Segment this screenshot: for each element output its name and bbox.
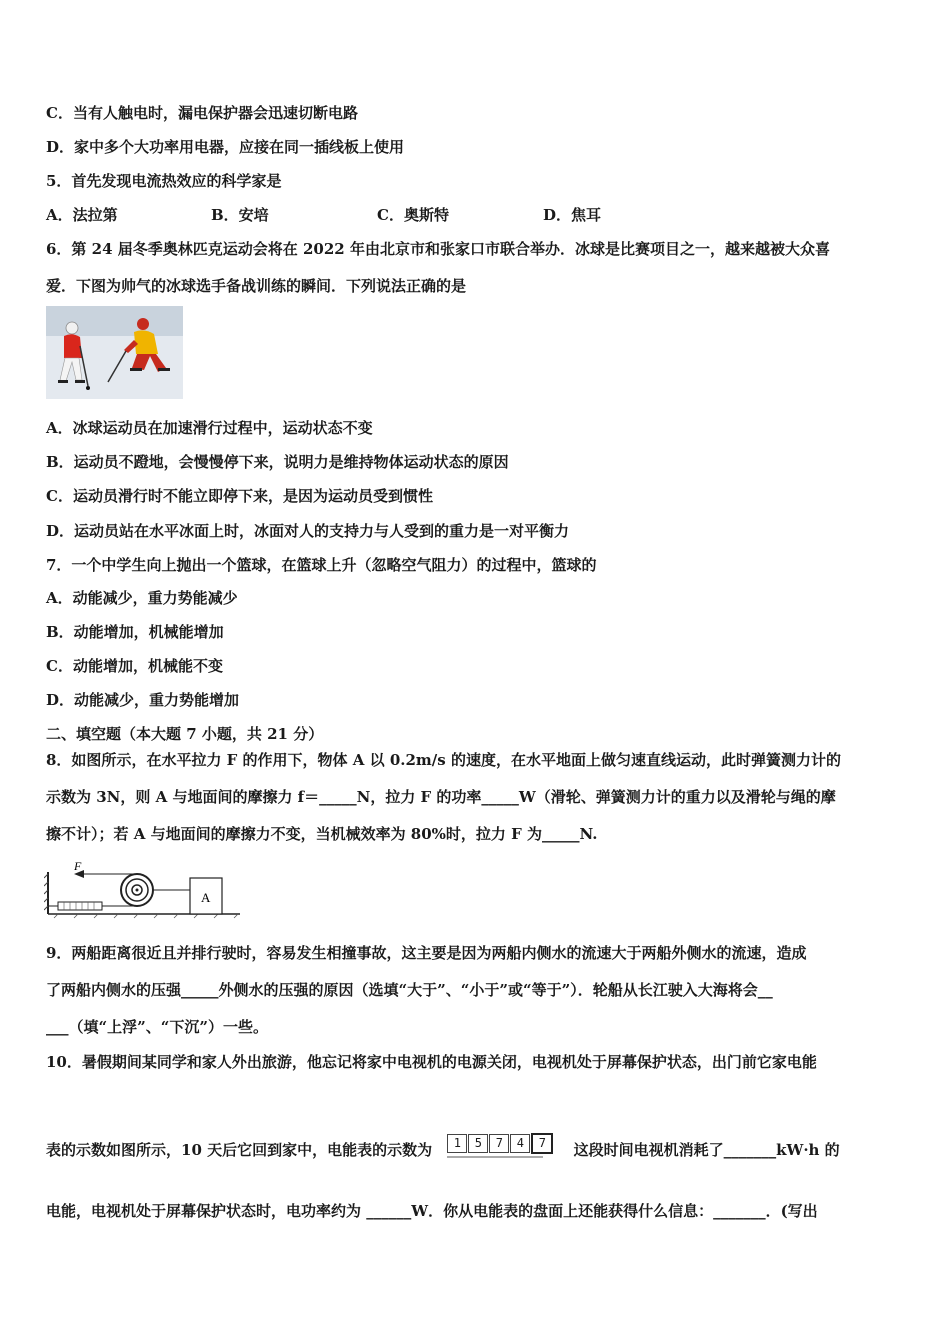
spring-scale: [58, 902, 102, 910]
q7-option-c: C．动能增加，机械能不变: [46, 657, 223, 675]
q5-option-d: D．焦耳: [543, 206, 602, 224]
q10-line2: [46, 1138, 840, 1164]
q8-line2: 示数为 3N，则 A 与地面间的摩擦力 f＝_____N，拉力 F 的功率_____W（滑轮、弹簧测力计的重力以及滑轮与绳的摩: [46, 788, 836, 806]
q7-option-a: A．动能减少，重力势能减少: [46, 589, 238, 607]
puck: [86, 386, 90, 390]
q7-stem: 7．一个中学生向上抛出一个篮球，在篮球上升（忽略空气阻力）的过程中，篮球的: [46, 556, 597, 574]
meter-digit: 7: [489, 1134, 509, 1153]
q9-line2: 了两船内侧水的压强_____外侧水的压强的原因（选填“大于”、“小于”或“等于”）．轮船从长江驶入大海将会__: [46, 981, 773, 999]
pulley: [121, 874, 153, 906]
q6-stem-line1: 6．第 24 届冬季奥林匹克运动会将在 2022 年由北京市和张家口市联合举办．冰球是比赛项目之一，越来越被大众喜: [46, 240, 830, 258]
ice-hockey-photo: [46, 306, 183, 399]
q8-line1: 8．如图所示，在水平拉力 F 的作用下，物体 A 以 0.2m/s 的速度，在水平地面上做匀速直线运动，此时弹簧测力计的: [46, 751, 841, 769]
q6-option-d: D．运动员站在水平冰面上时，冰面对人的支持力与人受到的重力是一对平衡力: [46, 522, 570, 540]
q10-line2-suffix: 这段时间电视机消耗了_______kW·h 的: [573, 1141, 840, 1159]
q6-option-c: C．运动员滑行时不能立即停下来，是因为运动员受到惯性: [46, 487, 433, 505]
meter-digit: 4: [510, 1134, 530, 1153]
q5-options: [46, 205, 601, 225]
q6-option-a: A．冰球运动员在加速滑行过程中，运动状态不变: [46, 419, 373, 437]
meter-digit: 5: [468, 1134, 488, 1153]
energy-meter-display: [447, 1132, 554, 1158]
q4-option-d: D．家中多个大功率用电器，应接在同一插线板上使用: [46, 138, 405, 156]
q5-option-a: A．法拉第: [46, 206, 118, 224]
pulley-diagram: [44, 858, 244, 922]
q6-stem-line2: 爱．下图为帅气的冰球选手备战训练的瞬间．下列说法正确的是: [46, 277, 467, 295]
q5-stem: 5．首先发现电流热效应的科学家是: [46, 172, 282, 190]
q6-option-b: B．运动员不蹬地，会慢慢停下来，说明力是维持物体运动状态的原因: [46, 453, 509, 471]
q8-line3: 擦不计）；若 A 与地面间的摩擦力不变，当机械效率为 80%时，拉力 F 为_____N.: [46, 825, 598, 843]
q9-line1: 9．两船距离很近且并排行驶时，容易发生相撞事故，这主要是因为两船内侧水的流速大于两船外侧水的流速，造成: [46, 944, 807, 962]
q9-line3: ___（填“上浮”、“下沉”）一些。: [46, 1018, 269, 1036]
q4-option-c: C．当有人触电时，漏电保护器会迅速切断电路: [46, 104, 358, 122]
q7-option-d: D．动能减少，重力势能增加: [46, 691, 240, 709]
q10-line2-prefix: 表的示数如图所示，10 天后它回到家中，电能表的示数为: [46, 1141, 433, 1159]
q5-option-b: B．安培: [211, 206, 269, 224]
block-a-label: A: [201, 890, 211, 905]
meter-digit: 1: [447, 1134, 467, 1153]
q5-option-c: C．奥斯特: [377, 206, 449, 224]
meter-digit-decimal: 7: [531, 1133, 553, 1154]
q10-line1: 10．暑假期间某同学和家人外出旅游，他忘记将家中电视机的电源关闭，电视机处于屏幕保护状态，出门前它家电能: [46, 1053, 817, 1071]
section2-title: 二、填空题（本大题 7 小题，共 21 分）: [46, 725, 324, 743]
force-label: F: [74, 859, 82, 873]
q7-option-b: B．动能增加，机械能增加: [46, 623, 224, 641]
q10-line3: 电能，电视机处于屏幕保护状态时，电功率约为 ______W．你从电能表的盘面上还能获得什么信息：_______．(写出: [46, 1202, 818, 1220]
wall: [44, 872, 48, 914]
